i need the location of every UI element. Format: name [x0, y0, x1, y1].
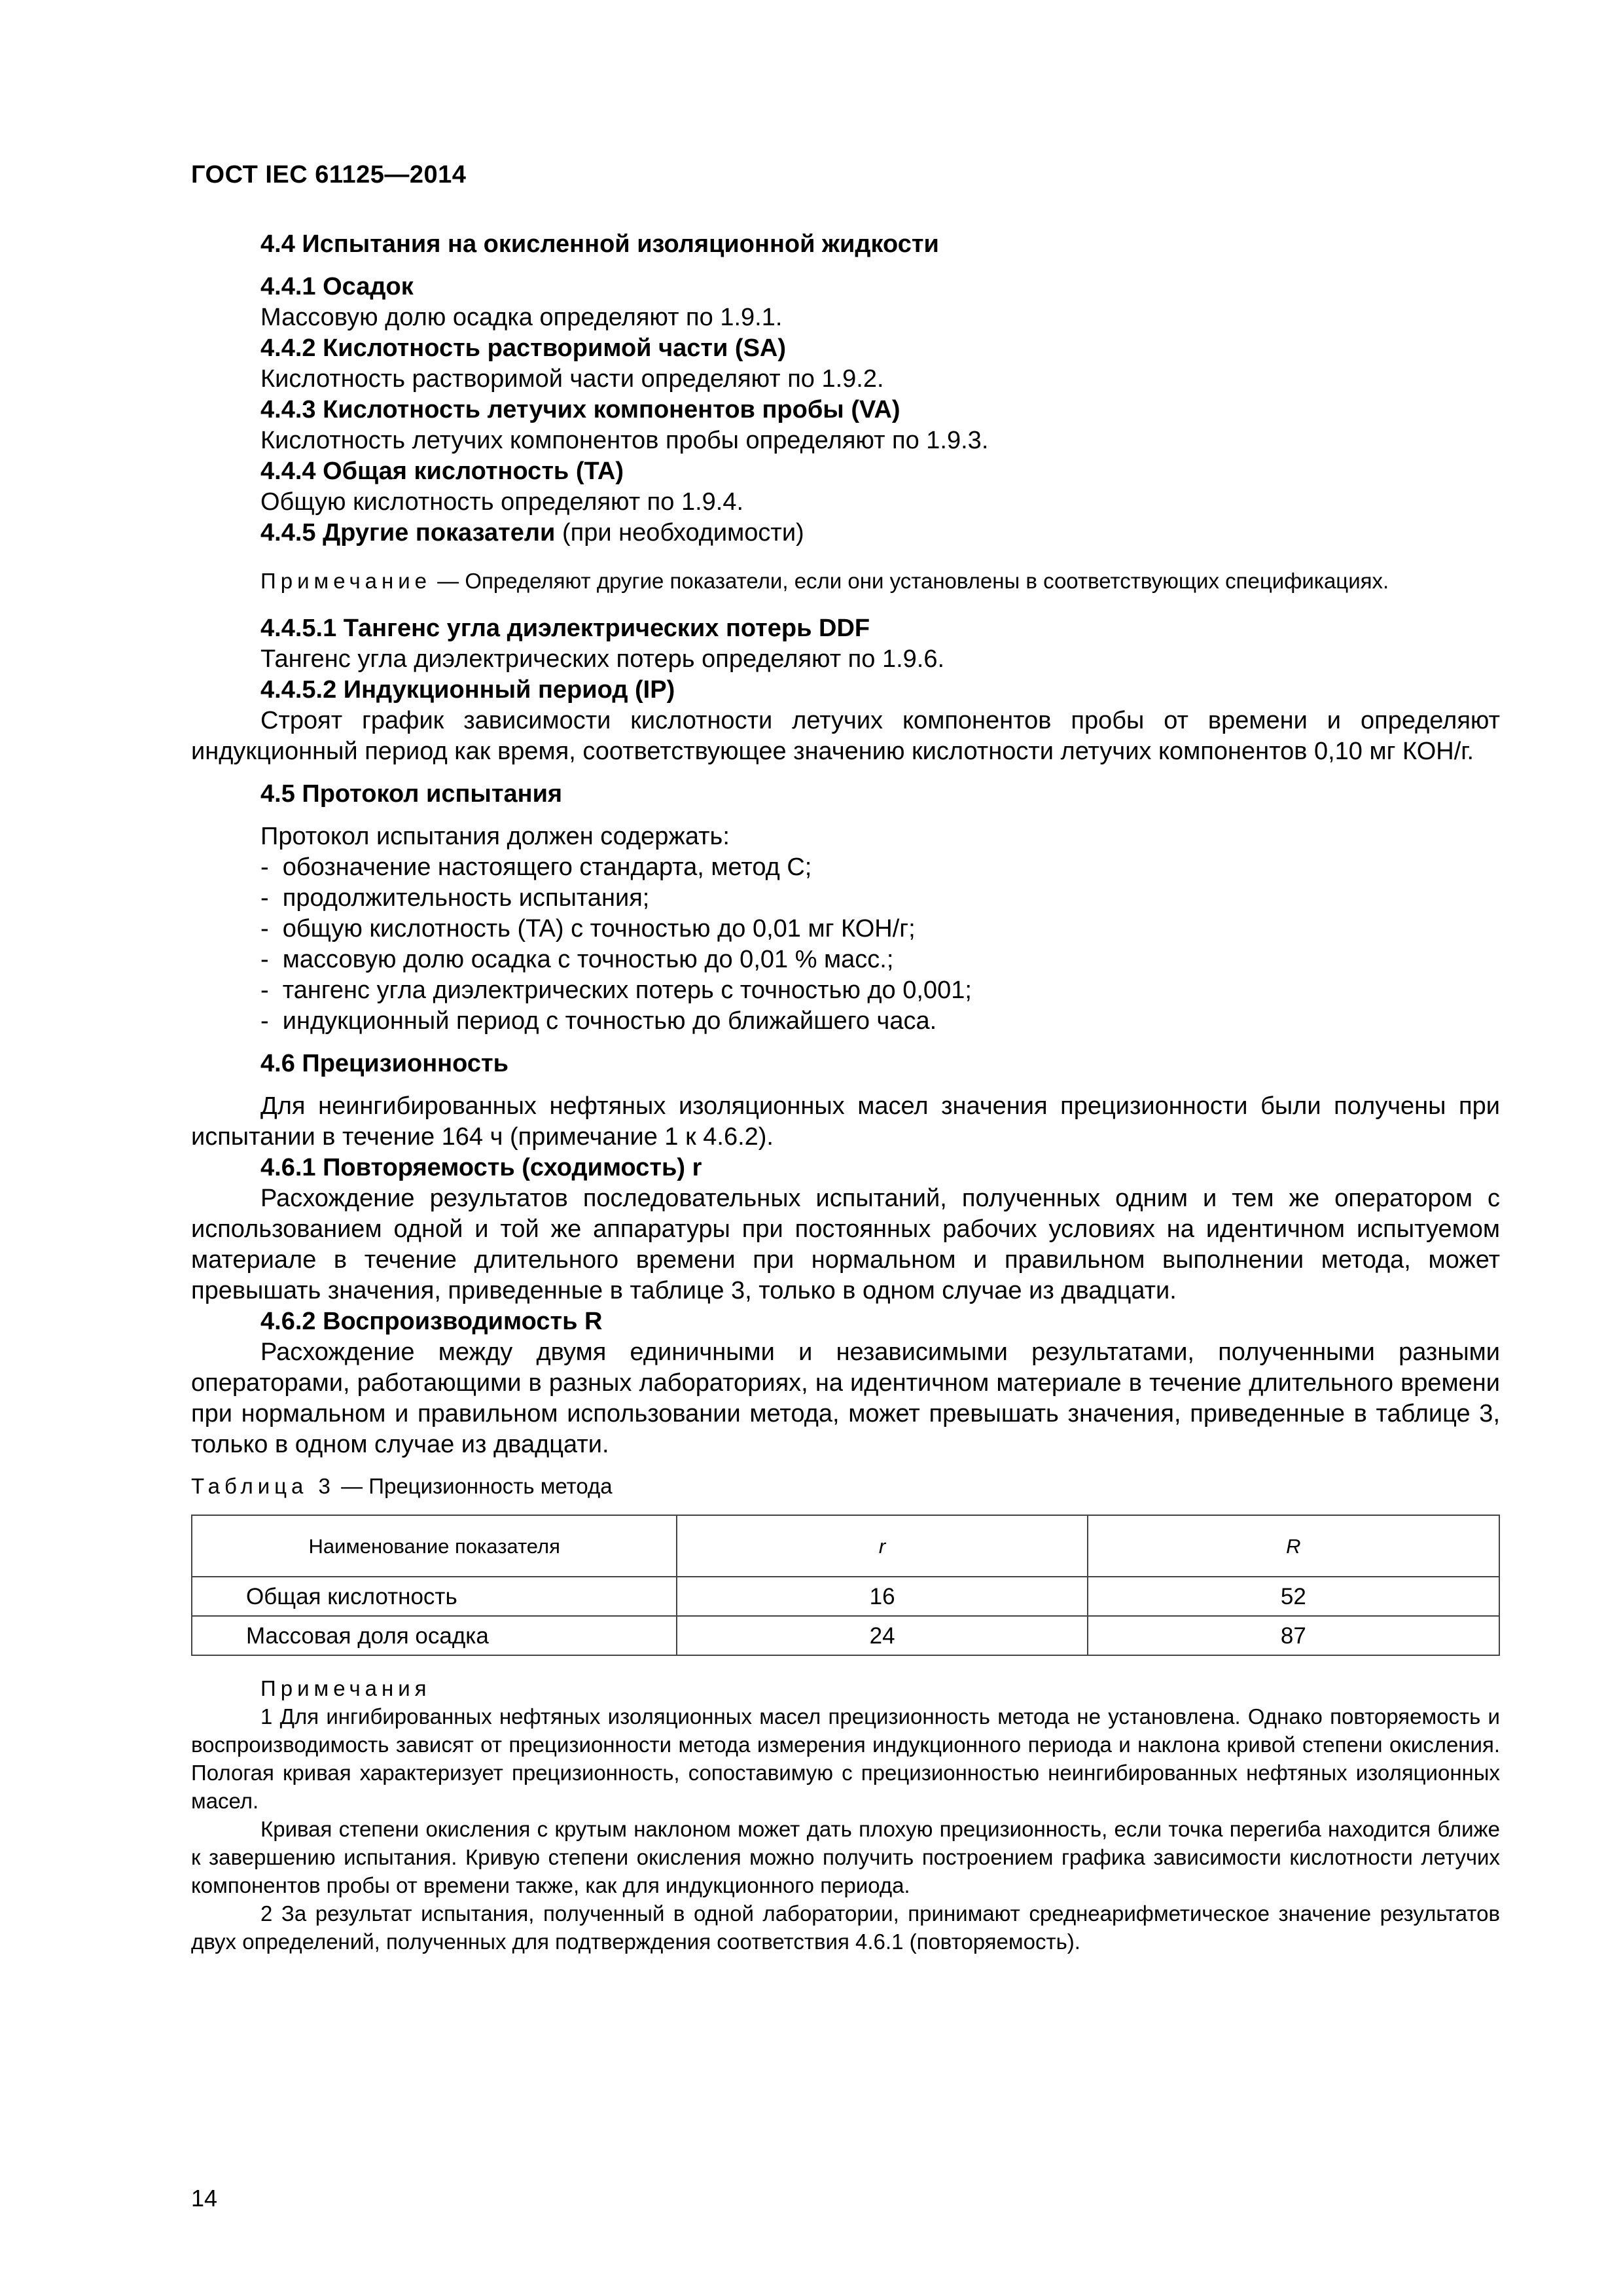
section-4-4-5-title: 4.4.5 Другие показатели [260, 519, 556, 547]
section-4-6-1-text: Расхождение результатов последовательных испытаний, полученных одним и тем же оператором с использованием одной и той же аппаратуры при постоянных рабочих условиях на идентичном испытуемом материале в течение длительного времени при нормальном и правильном выполнении метода, может превышать значения, приведенные в таблице 3, только в одном случае из двадцати. [191, 1185, 1500, 1304]
note-4-4-5 [191, 567, 1500, 595]
section-4-4-5-1-title: 4.4.5.1 Тангенс угла диэлектрических потерь DDF [260, 615, 870, 642]
note-label: Примечание [260, 569, 432, 593]
section-4-4-1-text: Массовую долю осадка определяют по 1.9.1. [260, 304, 783, 331]
document-header: ГОСТ IEC 61125—2014 [191, 161, 467, 188]
note-1-paragraph-a: 1 Для ингибированных нефтяных изоляционных масел прецизионность метода не установлена. Однако повторяемость и воспроизводимость зависят от прецизионности метода измерения индукционного периода и наклона кривой степени окисления. Пологая кривая характеризует прецизионность, сопоставимую с прецизионностью неингибированных нефтяных изоляционных масел. [191, 1704, 1500, 1813]
section-4-6-1-title: 4.6.1 Повторяемость (сходимость) r [260, 1154, 702, 1181]
section-4-4-4-title: 4.4.4 Общая кислотность (TA) [260, 457, 624, 485]
table-row [192, 1616, 1499, 1655]
section-4-6-text: Для неингибированных нефтяных изоляционных масел значения прецизионности были получены при испытании в течение 164 ч (примечание 1 к 4.6.2). [191, 1092, 1500, 1151]
section-4-4-3-title: 4.4.3 Кислотность летучих компонентов пробы (VA) [260, 396, 901, 423]
section-4-4-5-2-title: 4.4.5.2 Индукционный период (IP) [260, 676, 675, 704]
list-item: - обозначение настоящего стандарта, метод С; [260, 852, 1500, 883]
table-cell: Массовая доля осадка [192, 1616, 677, 1655]
table-caption [191, 1472, 1500, 1500]
list-item: - индукционный период с точностью до ближайшего часа. [260, 1006, 1500, 1037]
table-cell: 24 [677, 1616, 1087, 1655]
page-number: 14 [191, 2185, 218, 2212]
section-4-4-4-text: Общую кислотность определяют по 1.9.4. [260, 488, 744, 516]
protocol-list [191, 852, 1500, 1037]
note-text: — Определяют другие показатели, если они установлены в соответствующих спецификациях. [431, 569, 1389, 593]
section-4-4-3-text: Кислотность летучих компонентов пробы определяют по 1.9.3. [260, 427, 989, 454]
section-4-4-5-suffix: (при необходимости) [555, 519, 804, 547]
note-1-paragraph-b: Кривая степени окисления с крутым наклоном может дать плохую прецизионность, если точка перегиба находится ближе к завершению испытания. Кривую степени окисления можно получить построением графика зависимости кислотности летучих компонентов пробы от времени также, как для индукционного периода. [191, 1817, 1500, 1897]
section-4-4-5-2-text: Строят график зависимости кислотности летучих компонентов пробы от времени и определяют индукционный период как время, соответствующее значению кислотности летучих компонентов 0,10 мг КОН/г. [191, 707, 1500, 765]
column-header: Наименование показателя [192, 1515, 677, 1577]
section-4-4-1-title: 4.4.1 Осадок [260, 273, 414, 300]
table-row [192, 1577, 1499, 1616]
document-body [191, 229, 1500, 1956]
note-2: 2 За результат испытания, полученный в одной лаборатории, принимают среднеарифметическое значение результатов двух определений, полученных для подтверждения соответствия 4.6.1 (повторяемость). [191, 1901, 1500, 1954]
list-item: - продолжительность испытания; [260, 883, 1500, 914]
section-4-4-2-text: Кислотность растворимой части определяют по 1.9.2. [260, 365, 884, 393]
section-4-6-2-title: 4.6.2 Воспроизводимость R [260, 1308, 603, 1335]
notes-label-line [191, 1674, 1500, 1702]
column-header: R [1088, 1515, 1499, 1577]
section-4-4-5-heading [191, 518, 1500, 548]
list-item: - общую кислотность (TA) с точностью до 0,01 мг КОН/г; [260, 914, 1500, 944]
section-4-6-title: 4.6 Прецизионность [260, 1050, 508, 1077]
section-4-4-title: 4.4 Испытания на окисленной изоляционной жидкости [260, 230, 939, 258]
table-cell: 87 [1088, 1616, 1499, 1655]
table-cell: 52 [1088, 1577, 1499, 1616]
list-item: - тангенс угла диэлектрических потерь с точностью до 0,001; [260, 975, 1500, 1006]
table-caption-label: Таблица 3 [191, 1474, 335, 1498]
table-cell: Общая кислотность [192, 1577, 677, 1616]
column-header: r [677, 1515, 1087, 1577]
table-header-row [192, 1515, 1499, 1577]
section-4-4-2-title: 4.4.2 Кислотность растворимой части (SA) [260, 334, 787, 362]
section-4-4-5-1-text: Тангенс угла диэлектрических потерь определяют по 1.9.6. [260, 645, 945, 673]
section-4-5-title: 4.5 Протокол испытания [260, 780, 563, 808]
section-4-5-intro: Протокол испытания должен содержать: [260, 823, 730, 850]
section-4-6-2-text: Расхождение между двумя единичными и независимыми результатами, полученными разными операторами, работающими в разных лабораториях, на идентичном материале в течение длительного времени при нормальном и правильном использовании метода, может превышать значения, приведенные в таблице 3, только в одном случае из двадцати. [191, 1338, 1500, 1458]
notes-label: Примечания [260, 1676, 431, 1700]
table-caption-text: — Прецизионность метода [334, 1474, 613, 1498]
list-item: - массовую долю осадка с точностью до 0,01 % масс.; [260, 944, 1500, 975]
precision-table [191, 1515, 1500, 1656]
table-cell: 16 [677, 1577, 1087, 1616]
